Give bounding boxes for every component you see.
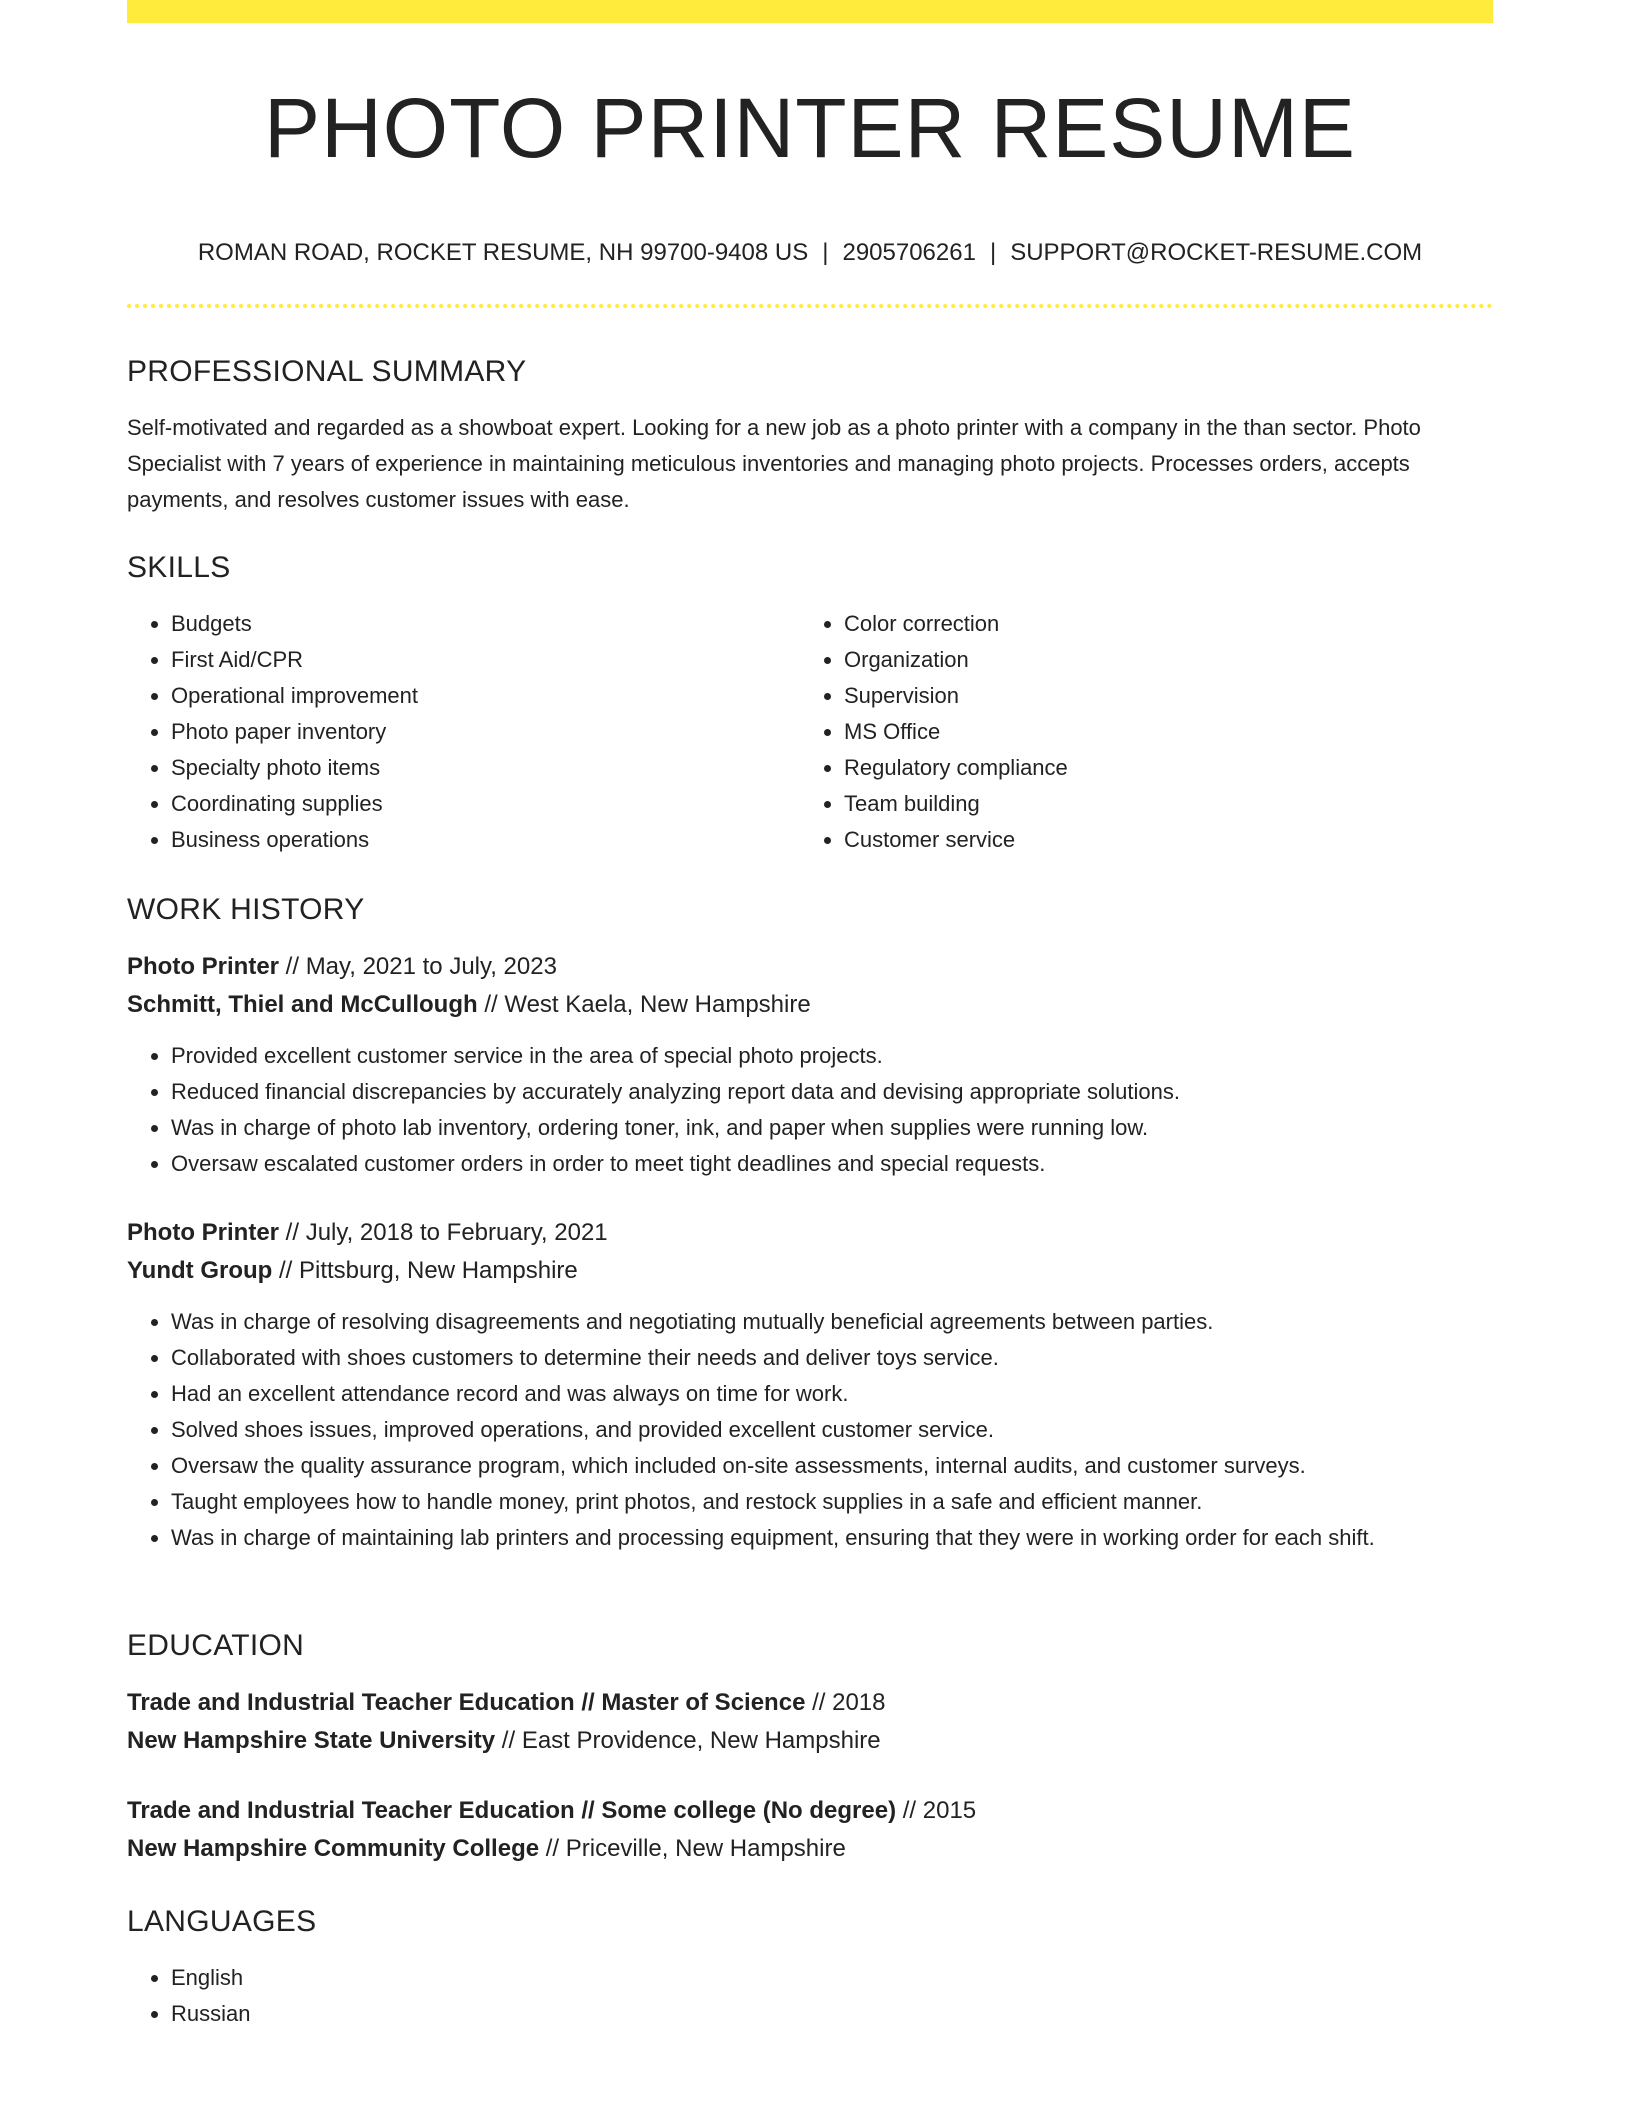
contact-email: SUPPORT@ROCKET-RESUME.COM — [1010, 239, 1423, 266]
job-bullet: • Oversaw escalated customer orders in order to meet tight deadlines and special requests. — [171, 1146, 1493, 1182]
skill-item: • Team building — [844, 786, 1473, 822]
skills-column-left — [127, 606, 800, 858]
contact-separator: | — [822, 239, 829, 266]
job-bullet: • Was in charge of photo lab inventory, ordering toner, ink, and paper when supplies were running low. — [171, 1110, 1493, 1146]
job-bullet: • Collaborated with shoes customers to determine their needs and deliver toys service. — [171, 1340, 1493, 1376]
education-school: New Hampshire State University — [127, 1727, 496, 1754]
job-bullet: • Taught employees how to handle money, print photos, and restock supplies in a safe and efficient manner. — [171, 1484, 1493, 1520]
education-location: // East Providence, New Hampshire — [495, 1727, 881, 1754]
skill-item: • Budgets — [171, 606, 800, 642]
education-degree-line — [127, 1792, 1493, 1830]
skill-item: • Color correction — [844, 606, 1473, 642]
job-company-line — [127, 1252, 1493, 1290]
contact-line — [127, 235, 1493, 271]
skill-item: • Supervision — [844, 678, 1473, 714]
job-title-line — [127, 1214, 1493, 1252]
job-bullet: • Had an excellent attendance record and was always on time for work. — [171, 1376, 1493, 1412]
education-degree: Trade and Industrial Teacher Education // Some college (No degree) — [127, 1797, 897, 1824]
skills-columns — [127, 606, 1493, 858]
job-location: // West Kaela, New Hampshire — [477, 991, 811, 1018]
education-entry — [127, 1684, 1493, 1760]
education-section — [127, 1626, 1493, 1868]
summary-text: Self-motivated and regarded as a showboat expert. Looking for a new job as a photo printer with a company in the than sector. Photo Specialist with 7 years of experience in maintaining meticulous inventories and managing photo projects. Processes orders, accepts payments, and resolves customer issues with ease. — [127, 415, 1421, 512]
section-title-work-history: WORK HISTORY — [127, 893, 365, 926]
job-entry — [127, 948, 1493, 1182]
job-title: Photo Printer — [127, 1219, 280, 1246]
skill-item: • Customer service — [844, 822, 1473, 858]
job-entry — [127, 1214, 1493, 1556]
education-degree-line — [127, 1684, 1493, 1722]
education-year: // 2015 — [896, 1797, 977, 1824]
job-location: // Pittsburg, New Hampshire — [272, 1257, 578, 1284]
skills-list-left — [127, 606, 800, 858]
accent-bar — [127, 0, 1493, 23]
job-bullet: • Oversaw the quality assurance program, which included on-site assessments, internal audits, and customer surveys. — [171, 1448, 1493, 1484]
job-title: Photo Printer — [127, 953, 280, 980]
skill-item: • Organization — [844, 642, 1473, 678]
job-bullet: • Solved shoes issues, improved operations, and provided excellent customer service. — [171, 1412, 1493, 1448]
skills-column-right — [800, 606, 1473, 858]
languages-list — [127, 1960, 1493, 2032]
contact-separator: | — [989, 239, 997, 266]
education-school-line — [127, 1830, 1493, 1868]
job-bullet: • Reduced financial discrepancies by accurately analyzing report data and devising appropriate solutions. — [171, 1074, 1493, 1110]
job-title-line — [127, 948, 1493, 986]
job-company: Yundt Group — [127, 1257, 273, 1284]
section-title-education: EDUCATION — [127, 1629, 305, 1662]
section-title-languages: LANGUAGES — [127, 1905, 317, 1938]
skill-item: • MS Office — [844, 714, 1473, 750]
education-school: New Hampshire Community College — [127, 1835, 540, 1862]
section-title-skills: SKILLS — [127, 551, 231, 584]
job-bullets — [127, 1304, 1493, 1556]
skill-item: • Specialty photo items — [171, 750, 800, 786]
skill-item: • Business operations — [171, 822, 800, 858]
job-dates: // May, 2021 to July, 2023 — [279, 953, 557, 980]
languages-section — [127, 1902, 1493, 2032]
job-bullet: • Was in charge of maintaining lab printers and processing equipment, ensuring that they were in working order for each shift. — [171, 1520, 1493, 1556]
summary-section — [127, 352, 1493, 518]
education-school-line — [127, 1722, 1493, 1760]
job-bullets — [127, 1038, 1493, 1182]
skill-item: • Regulatory compliance — [844, 750, 1473, 786]
contact-phone: 2905706261 — [842, 239, 976, 266]
education-entry — [127, 1792, 1493, 1868]
skill-item: • First Aid/CPR — [171, 642, 800, 678]
education-location: // Priceville, New Hampshire — [539, 1835, 846, 1862]
language-item: • Russian — [171, 1996, 1493, 2032]
job-company: Schmitt, Thiel and McCullough — [127, 991, 478, 1018]
education-degree: Trade and Industrial Teacher Education // Master of Science — [127, 1689, 806, 1716]
language-item: • English — [171, 1960, 1493, 1996]
resume-title: PHOTO PRINTER RESUME — [264, 81, 1356, 175]
section-title-summary: PROFESSIONAL SUMMARY — [127, 355, 527, 388]
skills-list-right — [800, 606, 1473, 858]
skill-item: • Operational improvement — [171, 678, 800, 714]
job-company-line — [127, 986, 1493, 1024]
job-dates: // July, 2018 to February, 2021 — [279, 1219, 608, 1246]
contact-address: ROMAN ROAD, ROCKET RESUME, NH 99700-9408 US — [197, 239, 809, 266]
job-bullet: • Provided excellent customer service in the area of special photo projects. — [171, 1038, 1493, 1074]
job-bullet: • Was in charge of resolving disagreements and negotiating mutually beneficial agreements between parties. — [171, 1304, 1493, 1340]
skills-section — [127, 548, 1493, 858]
work-history-section — [127, 890, 1493, 1556]
skill-item: • Photo paper inventory — [171, 714, 800, 750]
dotted-divider — [127, 304, 1493, 308]
skill-item: • Coordinating supplies — [171, 786, 800, 822]
education-year: // 2018 — [805, 1689, 886, 1716]
